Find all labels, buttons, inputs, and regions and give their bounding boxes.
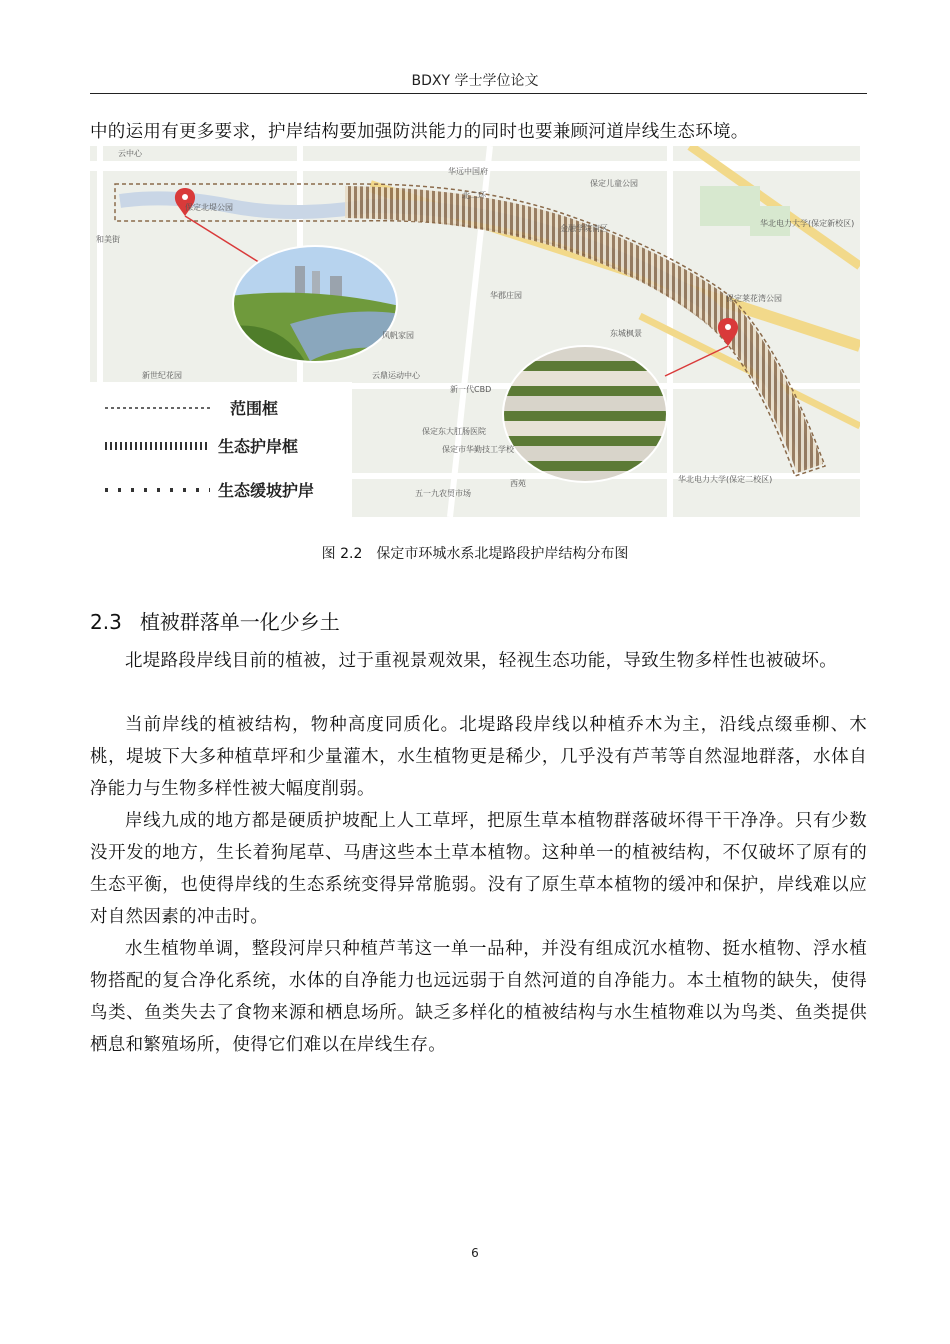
map-legend (90, 382, 352, 517)
map-svg (90, 146, 860, 517)
running-header: BDXY 学士学位论文 (411, 73, 539, 89)
map-label: 保定北堤公园 (185, 203, 233, 212)
map-label: 华远中国府 (448, 167, 488, 176)
map-label: 西苑 (510, 479, 526, 488)
map-label: 保定市华勤技工学校 (442, 445, 514, 454)
map-label: 华北电力大学(保定二校区) (678, 475, 773, 484)
body-paragraph: 北堤路段岸线目前的植被，过于重视景观效果，轻视生态功能，导致生物多样性也被破坏。 (125, 651, 837, 671)
map-label: 云中心 (118, 149, 142, 158)
figure-caption: 图 2.2 保定市环城水系北堤路段护岸结构分布图 (321, 546, 629, 562)
section-title: 植被群落单一化少乡土 (139, 610, 340, 634)
map-label: 华郡庄园 (490, 291, 522, 300)
legend-label: 生态缓坡护岸 (218, 481, 315, 500)
map-label: 北二环 (462, 191, 486, 200)
map-label: 风帆家园 (382, 331, 414, 340)
body-paragraph: 当前岸线的植被结构，物种高度同质化。北堤路段岸线以种植乔木为主，沿线点缀垂柳、木桃，堤坡下大多种植草坪和少量灌木，水生植物更是稀少，几乎没有芦苇等自然湿地群落，水体自净能力与生物多样性被大幅度削弱。 (90, 715, 867, 799)
page-number: 6 (471, 1246, 479, 1260)
map-label: 保定东大肛肠医院 (422, 427, 486, 436)
map-label: 新一代CBD (450, 385, 492, 394)
map-label: 云鼎运动中心 (372, 371, 420, 380)
map-label: 华北电力大学(保定新校区) (760, 219, 855, 228)
header-rule (90, 93, 867, 94)
map-label: 保定儿童公园 (590, 179, 638, 188)
body-paragraph: 水生植物单调，整段河岸只种植芦苇这一单一品种，并没有组成沉水植物、挺水植物、浮水植物搭配的复合净化系统，水体的自净能力也远远弱于自然河道的自净能力。本土植物的缺失，使得鸟类、鱼类失去了食物来源和栖息场所。缺乏多样化的植被结构与水生植物难以为鸟类、鱼类提供栖息和繁殖场所，使得它们难以在岸线生存。 (90, 939, 867, 1055)
map-label: 五一九农贸市场 (415, 489, 471, 498)
map-label: 和美街 (96, 235, 120, 244)
map-label: 新世纪花园 (142, 371, 182, 380)
intro-paragraph: 中的运用有更多要求，护岸结构要加强防洪能力的同时也要兼顾河道岸线生态环境。 (90, 122, 749, 142)
section-heading (90, 606, 340, 635)
body-paragraph: 岸线九成的地方都是硬质护坡配上人工草坪，把原生草本植物群落破坏得干干净净。只有少数没开发的地方，生长着狗尾草、马唐这些本土草本植物。这种单一的植被结构，不仅破坏了原有的生态平衡，也使得岸线的生态系统变得异常脆弱。没有了原生草本植物的缓冲和保护，岸线难以应对自然因素的冲击时。 (90, 811, 867, 927)
legend-label: 生态护岸框 (218, 437, 299, 456)
section-number: 2.3 (90, 610, 122, 634)
map-label: 金融学院南区 (560, 224, 608, 233)
map-label: 东城枫景 (610, 329, 642, 338)
map-label: 保定莱花湾公园 (726, 294, 782, 303)
legend-label: 范围框 (230, 399, 279, 418)
figure-map (90, 146, 860, 517)
